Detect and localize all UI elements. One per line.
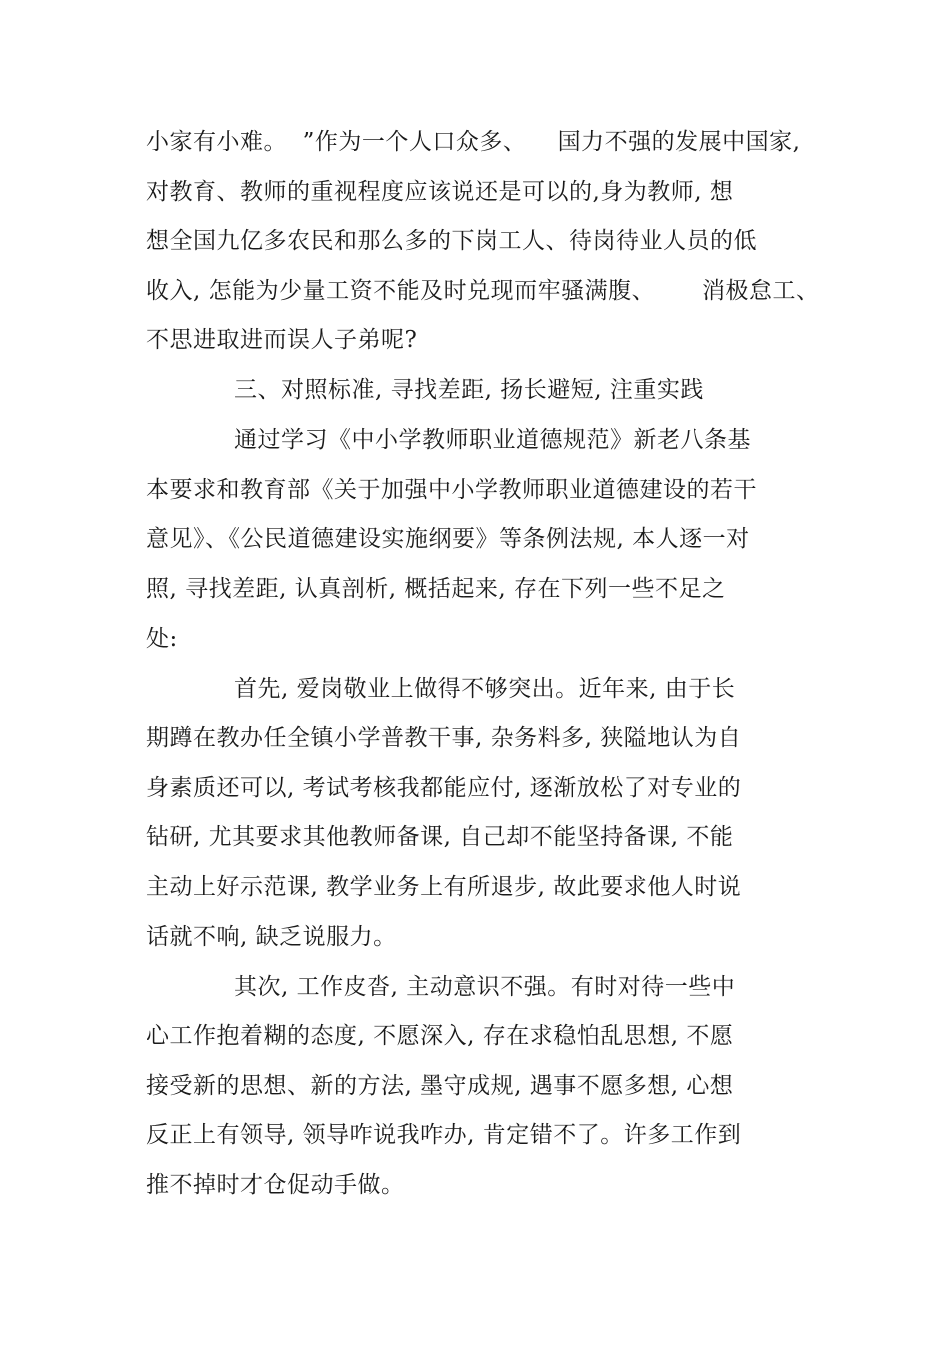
text-line-15: 钻研, 尤其要求其他教师备课, 自己却不能坚持备课, 不能 <box>146 824 734 850</box>
text-line-14: 身素质还可以, 考试考核我都能应付, 逐渐放松了对专业的 <box>146 775 742 801</box>
text-line-18: 其次, 工作皮沓, 主动意识不强。有时对待一些中 <box>234 974 736 1000</box>
text-line-4: 收入, 怎能为少量工资不能及时兑现而牢骚满腹、 消极怠工、 <box>146 278 820 304</box>
text-line-16: 主动上好示范课, 教学业务上有所退步, 故此要求他人时说 <box>146 874 742 900</box>
text-line-22: 推不掉时才仓促动手做。 <box>146 1172 405 1198</box>
text-line-8: 本要求和教育部《关于加强中小学教师职业道德建设的若干 <box>146 477 757 503</box>
text-line-7: 通过学习《中小学教师职业道德规范》新老八条基 <box>234 427 751 453</box>
text-line-13: 期蹲在教办任全镇小学普教干事, 杂务料多, 狭隘地认为自 <box>146 725 742 751</box>
text-line-3: 想全国九亿多农民和那么多的下岗工人、待岗待业人员的低 <box>146 228 757 254</box>
section-heading: 三、对照标准, 寻找差距, 扬长避短, 注重实践 <box>234 377 704 403</box>
text-line-9: 意见》、《公民道德建设实施纲要》等条例法规, 本人逐一对 <box>146 526 750 552</box>
text-line-10: 照, 寻找差距, 认真剖析, 概括起来, 存在下列一些不足之 <box>146 576 726 602</box>
text-line-2: 对教育、教师的重视程度应该说还是可以的,身为教师, 想 <box>146 179 734 205</box>
text-line-11: 处: <box>146 626 178 652</box>
text-line-21: 反正上有领导, 领导咋说我咋办, 肯定错不了。许多工作到 <box>146 1122 742 1148</box>
text-line-5: 不思进取进而误人子弟呢? <box>146 327 418 353</box>
text-line-17: 话就不响, 缺乏说服力。 <box>146 924 397 950</box>
text-line-20: 接受新的思想、新的方法, 墨守成规, 遇事不愿多想, 心想 <box>146 1073 734 1099</box>
text-line-12: 首先, 爱岗敬业上做得不够突出。近年来, 由于长 <box>234 676 736 702</box>
text-line-19: 心工作抱着糊的态度, 不愿深入, 存在求稳怕乱思想, 不愿 <box>146 1023 734 1049</box>
text-line-1: 小家有小难。 ”作为一个人口众多、 国力不强的发展中国家, <box>146 129 801 155</box>
